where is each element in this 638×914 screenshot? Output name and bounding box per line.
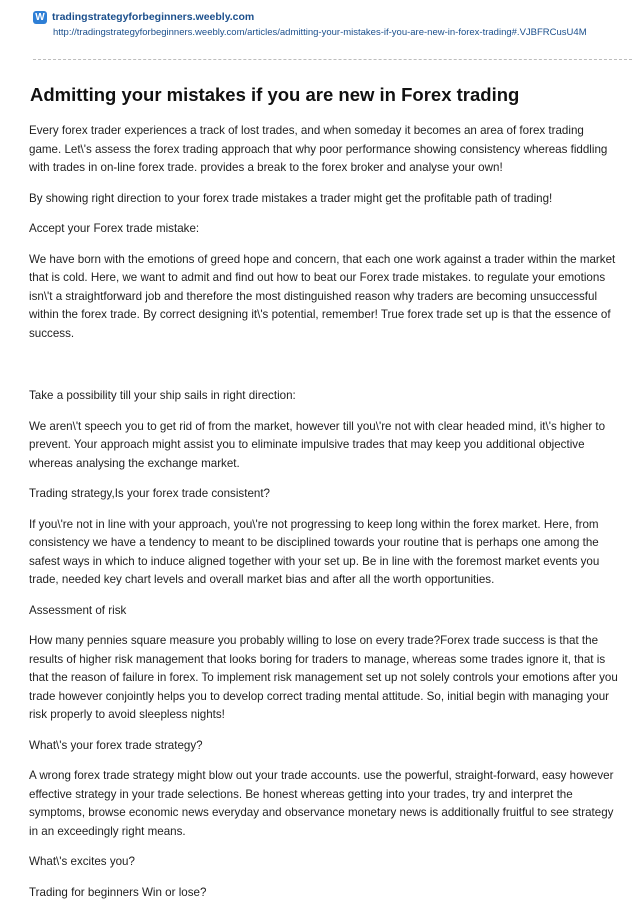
paragraph-direction: By showing right direction to your forex trade mistakes a trader might get the profitable path of trading! [29,191,553,205]
section-heading-strategy: What\'s your forex trade strategy? [29,738,203,752]
page-header [33,9,638,38]
paragraph-risk: How many pennies square measure you probably willing to lose on every trade?Forex trade success is that the results of higher risk management that looks boring for traders to manage, whereas some trades ignore it, that is that the reason of failure in forex. To implement risk management set up not solely controls your emotions after you trade however conjointly helps you to develop correct trading mental attitude. So, initial begin with managing your risk properly to avoid sleepless nights! [29,634,618,721]
section-heading-excites: What\'s excites you? [29,855,135,868]
paragraph-consistency: If you\'re not in line with your approach, you\'re not progressing to keep long within the forex market. Here, from consistency we have a tendency to meant to be disciplined towards your routine that is perhaps one among the safest ways in which to induce aligned together with your set up. Be in line with the foremost market events you trade, needed key chart levels and overall market bias and after all the worth opportunities. [29,517,600,586]
weebly-logo-icon [33,11,47,24]
site-name-link[interactable]: tradingstrategyforbeginners.weebly.com [52,11,255,23]
paragraph-strategy: A wrong forex trade strategy might blow out your trade accounts. use the powerful, straight-forward, easy however effective strategy in your trade selections. Be honest whereas getting into your trades, try and interpret the symptoms, browse economic news everyday and observance monetary news is additionally fruitful to see strategy in an exceedingly right means. [29,769,614,838]
section-heading-consistency: Trading strategy,Is your forex trade consistent? [29,487,271,500]
section-heading-accept: Accept your Forex trade mistake: [29,222,200,235]
logo-glyph: W [35,11,45,23]
paragraph-emotions: We have born with the emotions of greed hope and concern, that each one work against a trader within the market that is cold. Here, we want to admit and find out how to beat our Forex trade mistakes. to regulate your emotions isn\'t a straightforward job and therefore the most distinguished reason why traders are becoming unsuccessful within the forex trade. By correct designing it\'s potential, remember! True forex trade set up is that the essence of success. [29,252,616,340]
site-row [33,9,638,25]
section-heading-win-lose: Trading for beginners Win or lose? [29,885,207,899]
section-heading-risk: Assessment of risk [29,603,127,617]
article-body [29,84,618,914]
header-divider [33,59,632,60]
article-title: Admitting your mistakes if you are new in Forex trading [30,84,520,105]
section-heading-possibility: Take a possibility till your ship sails in right direction: [29,389,296,402]
blank-spacer [29,355,618,387]
article-url-link[interactable]: http://tradingstrategyforbeginners.weebly.com/articles/admitting-your-mistakes-if-you-are-new-in-forex-trading#.VJBFRCusU4M [53,27,587,38]
paragraph-intro: Every forex trader experiences a track of lost trades, and when someday it becomes an area of forex trading game. Let\'s assess the forex trading approach that why poor performance showing consistency whereas fiddling with trades in on-line forex trade. provides a break to the forex broker and analyse your own! [29,124,608,174]
paragraph-approach: We aren\'t speech you to get rid of from the market, however till you\'re not with clear headed mind, it\'s higher to prevent. Your approach might assist you to eliminate impulsive trades that may keep you additional objective whereas analysing the exchange market. [29,419,606,470]
